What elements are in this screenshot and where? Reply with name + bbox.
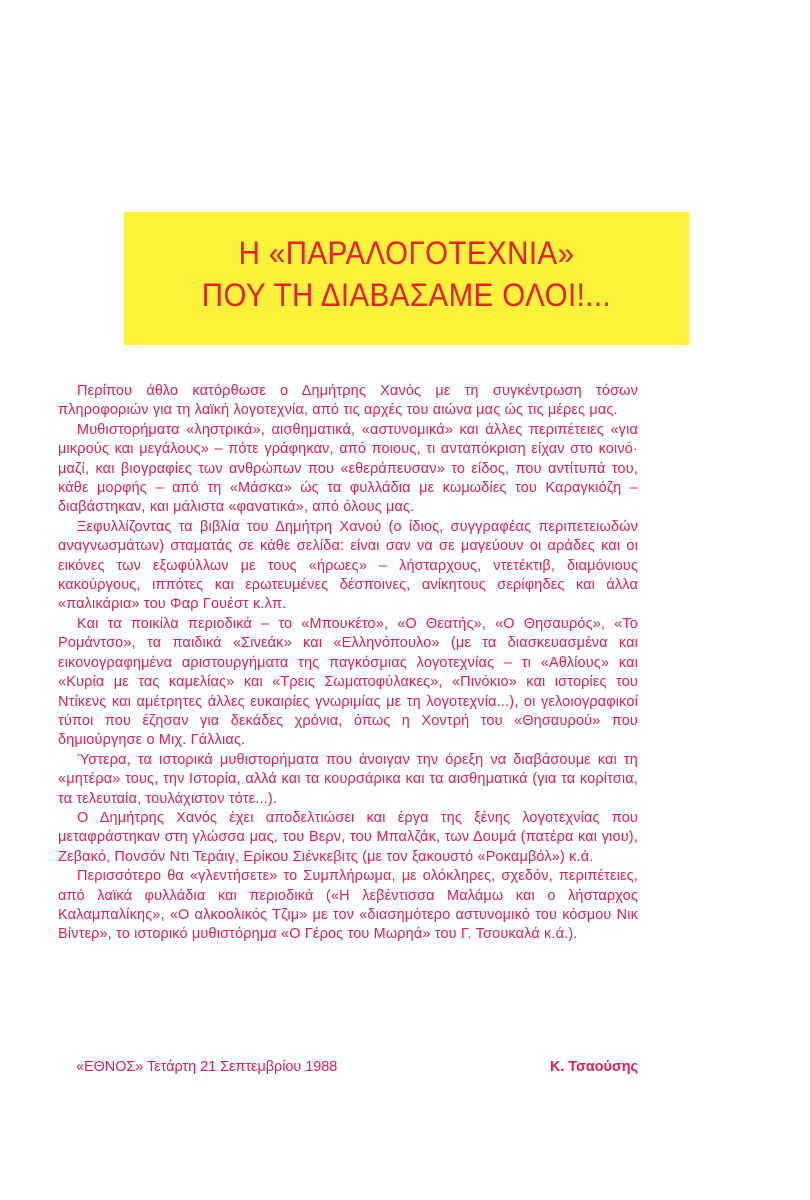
paragraph: Ξεφυλλίζοντας τα βιβλία του Δημήτρη Χανού (ο ίδιος, συγγραφέας περιπετειωδών αναγνωσμάτων) σταματάς σε κάθε σελίδα: είναι σαν να σε μαγεύουν οι αράδες και οι εικόνες των εξωφύλλων με τους «ήρωες» – λήσταρχους, ντετέκτιβ, διαμόνιους κακούργους, ιππότες και ερωτευμένες δέσποινες, ανίκητους σερίφηδες και άλλα «παλικάρια» του Φαρ Γουέστ κ.λπ. [58,518,638,613]
paragraph: Περισσότερο θα «γλεντήσετε» το Συμπλήρωμα, με ολόκληρες, σχεδόν, περιπέτειες, από λαϊκά φυλλάδια και περιοδικά («Η λεβέντισσα Μαλάμω και ο λήσταρχος Καλαμπαλίκης», «Ο αλκοολικός Τζιμ» με τον «διασημότερο αστυνομικό του κόσμου Νικ Βίντερ», το ιστορικό μυθιστόρημα «Ο Γέρος του Μωρηά» του Γ. Τσουκαλά κ.ά.). [58,868,638,943]
title-line-1: Η «ΠΑΡΑΛΟΓΟΤΕΧΝΙΑ» [238,235,575,271]
source-citation: «ΕΘΝΟΣ» Τετάρτη 21 Σεπτεμβρίου 1988 [76,1059,338,1075]
title-banner [124,212,689,345]
paragraph: Ο Δημήτρης Χανός έχει αποδελτιώσει και έργα της ξένης λογοτεχνίας που μεταφράστηκαν στη γλώσσα μας, του Βερν, του Μπαλζάκ, των Δουμά (πατέρα και γιου), Ζεβακό, Πονσόν Ντι Τεράιγ, Ερίκου Σιένκεβιτς (με τον ξακουστό «Ροκαμβόλ») κ.ά. [58,809,638,865]
article-footer [58,1057,638,1079]
article-body [58,382,638,945]
paragraph: Και τα ποικίλα περιοδικά – το «Μπουκέτο», «Ο Θεατής», «Ο Θησαυρός», «Το Ρομάντσο», τα παιδικά «Σινεάκ» και «Ελληνόπουλο» (με τα διασκευασμένα και εικονογραφημένα αριστουργήματα της παγκόσμιας λογοτεχνίας – τι «Αθλίους» και «Κυρία με τας καμελίας» και «Τρεις Σωματοφύλακες», «Πινόκιο» και ιστορίες του Ντίκενς και αμέτρητες άλλες ευκαιρίες γνωριμίας με τη λογοτεχνία...), οι γελοιογραφικοί τύποι που έζησαν για δεκάδες χρόνια, όπως η Χοντρή του «Θησαυρού» που δημιούργησε ο Μιχ. Γάλλιας. [58,615,638,749]
author-signature: Κ. Τσαούσης [549,1059,638,1075]
paragraph: Μυθιστορήματα «ληστρικά», αισθηματικά, «αστυνομικά» και άλλες περιπέτειες «για μικρούς και μεγάλους» – πότε γράφηκαν, από ποιους, τι ανταπόκριση είχαν στο κοινό· μαζί, και βιογραφίες των ανθρώπων που «εθεράπευσαν» το είδος, που αντίτυπά του, κάθε μορφής – από τη «Μάσκα» ώς τα φυλλάδια με κωμωδίες του Καραγκιόζη – διαβάστηκαν, και μάλιστα «φανατικά», από όλους μας. [58,421,638,516]
title-line-2: ΠΟΥ ΤΗ ΔΙΑΒΑΣΑΜΕ ΟΛΟΙ!... [201,277,612,313]
paragraph: Ύστερα, τα ιστορικά μυθιστορήματα που άνοιγαν την όρεξη να διαβάσουμε και τη «μητέρα» τους, την Ιστορία, αλλά και τα κουρσάρικα και τα αισθηματικά (για τα κορίτσια, τα τελευταία, τουλάχιστον τότε...). [58,751,638,807]
paragraph: Περίπου άθλο κατόρθωσε ο Δημήτρης Χανός με τη συγκέντρωση τόσων πληροφοριών για τη λαϊκή λογοτεχνία, από τις αρχές του αιώνα μας ώς τις μέρες μας. [58,383,638,419]
